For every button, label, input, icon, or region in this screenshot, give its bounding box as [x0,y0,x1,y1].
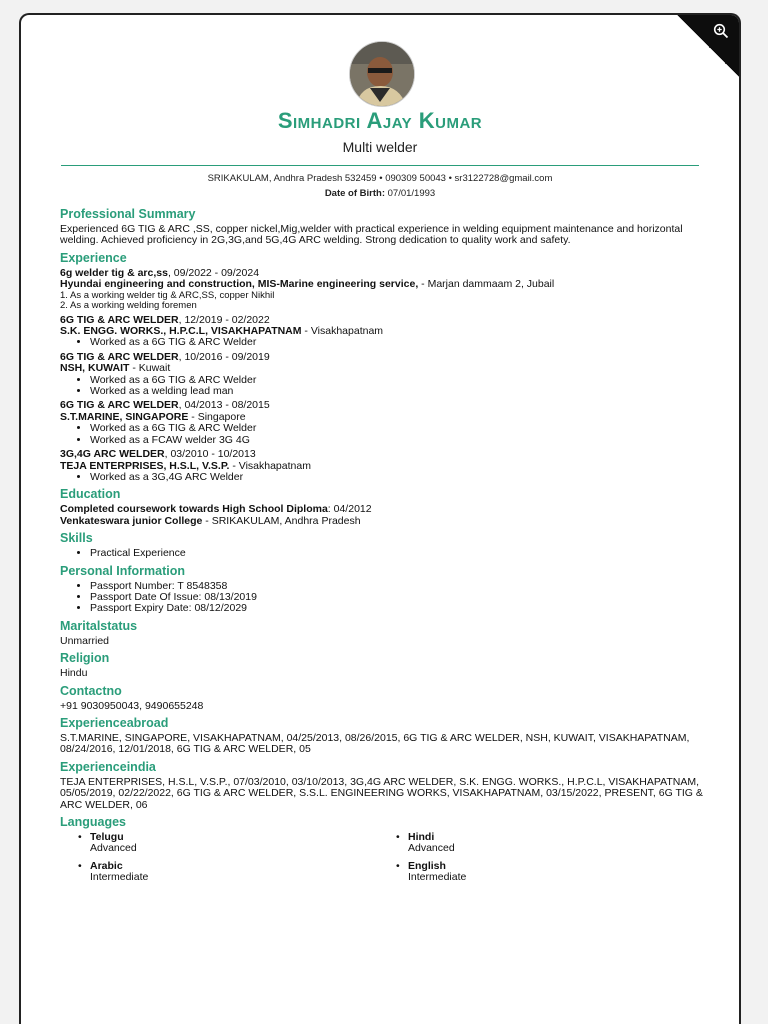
list-item: • Worked as a 6G TIG & ARC Welder [90,337,709,348]
job-duties [60,472,709,483]
job-company: Hyundai engineering and construction, MIS-Marine engineering service, [60,278,419,291]
job-entry [60,400,709,446]
languages-grid [60,832,709,890]
job-location: - Marjan dammaam 2, Jubail [418,278,555,291]
list-item: • Worked as a FCAW welder 3G 4G [90,435,709,446]
job-company: TEJA ENTERPRISES, H.S.L, V.S.P. [60,459,230,472]
job-duties [60,375,709,398]
zoom-in-icon [713,23,729,39]
list-item: • Passport Number: T 8548358 [90,581,709,592]
profile-photo [349,41,415,107]
marital-status: Unmarried [60,634,110,647]
section-heading-marital: Maritalstatus [60,618,138,633]
job-location: - Visakhapatnam [229,459,311,472]
religion-value: Hindu [60,667,88,680]
language-level: Advanced [408,842,455,855]
experience-india-text: TEJA ENTERPRISES, H.S.L, V.S.P., 07/03/2010, 03/10/2013, 3G,4G ARC WELDER, S.K. ENGG. WORKS., H.P.C.L, VISAKHAPATNAM, 05/05/2019, 02/22/2022, 6G TIG & ARC WELDER, S.S.L. ENGINEERING WORKS, VISAKHAPATNAM, 03/15/2022, PRESENT, 6G TIG & ARC WELDER, 06 [60,775,703,811]
job-role: 6G TIG & ARC WELDER [60,313,179,326]
list-item: 1. As a working welder tig & ARC,SS, copper Nikhil [60,289,275,301]
language-item [408,861,708,884]
section-heading-personal: Personal Information [60,563,186,578]
job-duties [60,423,709,446]
job-role: 6G TIG & ARC WELDER [60,399,179,412]
education-degree: Completed coursework towards High School Diploma [60,503,328,516]
job-location: - Visakhapatnam [301,325,384,338]
job-company: S.K. ENGG. WORKS., H.P.C.L, VISAKHAPATNAM [60,325,302,338]
education-school: Venkateswara junior College [60,514,203,527]
dob-value: 07/01/1993 [387,188,436,199]
zoom-button[interactable] [675,13,741,79]
list-item: • Passport Expiry Date: 08/12/2029 [90,603,709,614]
date-of-birth [21,188,739,199]
language-name: • Telugu [90,831,124,843]
list-item: 2. As a working welding foremen [60,300,197,312]
job-entry [60,352,709,398]
section-heading-education: Education [60,487,121,502]
skills-list [60,548,709,559]
section-heading-religion: Religion [60,651,110,666]
job-company: S.T.MARINE, SINGAPORE [60,410,189,423]
education-location: - SRIKAKULAM, Andhra Pradesh [202,514,361,527]
personal-info-list [60,581,709,615]
job-location: - Kuwait [129,362,171,375]
list-item: • Worked as a 6G TIG & ARC Welder [90,423,709,434]
job-entry [60,315,709,349]
dob-label: Date of Birth: [324,188,385,199]
job-dates: , 12/2019 - 02/2022 [178,313,270,326]
section-heading-experience: Experience [60,250,127,265]
language-item [408,832,708,855]
section-heading-abroad: Experienceabroad [60,715,169,730]
language-name: • English [408,859,446,872]
language-item [90,861,408,884]
language-level: Intermediate [408,871,467,884]
header-divider [61,165,699,166]
job-dates: , 03/2010 - 10/2013 [164,448,256,461]
list-item: • Practical Experience [90,548,709,559]
job-location: - Singapore [188,410,246,423]
job-entry [60,449,709,483]
language-item [90,832,408,855]
job-duties [60,337,709,348]
job-role: 3G,4G ARC WELDER [60,448,165,461]
language-level: Intermediate [90,871,149,884]
section-heading-languages: Languages [60,815,126,829]
job-entry [60,268,709,312]
language-name: • Arabic [90,859,123,872]
list-item: • Worked as a 3G,4G ARC Welder [90,472,709,483]
job-role: 6G TIG & ARC WELDER [60,350,179,363]
list-item: • Worked as a welding lead man [90,386,709,397]
section-heading-india: Experienceindia [60,759,156,774]
contact-line: SRIKAKULAM, Andhra Pradesh 532459 • 090309 50043 • sr3122728@gmail.com [207,173,553,184]
list-item: • Passport Date Of Issue: 08/13/2019 [90,592,709,603]
job-duties [60,291,709,312]
job-company: NSH, KUWAIT [60,362,130,375]
education-entry [60,516,709,527]
language-level: Advanced [90,842,137,855]
experience-abroad-text: S.T.MARINE, SINGAPORE, VISAKHAPATNAM, 04/25/2013, 08/26/2015, 6G TIG & ARC WELDER, NSH, KUWAIT, VISAKHAPATNAM, 08/24/2016, 12/01/2018, 6G TIG & ARC WELDER, 05 [60,731,690,756]
education-date: : 04/2012 [327,503,372,516]
job-role: 6g welder tig & arc,ss [60,266,168,279]
candidate-name: Simhadri Ajay Kumar [277,108,483,133]
job-title: Multi welder [342,139,418,155]
list-item: • Worked as a 6G TIG & ARC Welder [90,375,709,386]
section-heading-contactno: Contactno [60,683,122,698]
job-dates: , 10/2016 - 09/2019 [178,350,270,363]
resume-page [19,13,741,1024]
job-dates: , 09/2022 - 09/2024 [167,266,260,279]
summary-text: Experienced 6G TIG & ARC ,SS, copper nickel,Mig,welder with practical experience in welding equipment maintenance and horizontal welding. Achieved proficiency in 2G,3G,and 5G,4G ARC welding. Strong dedication to quality work and safety. [60,223,683,247]
section-heading-summary: Professional Summary [60,207,196,221]
job-dates: , 04/2013 - 08/2015 [178,399,270,412]
language-name: • Hindi [408,831,435,843]
contact-numbers: +91 9030950043, 9490655248 [60,699,204,712]
resume-body [60,203,709,890]
section-heading-skills: Skills [60,531,93,546]
